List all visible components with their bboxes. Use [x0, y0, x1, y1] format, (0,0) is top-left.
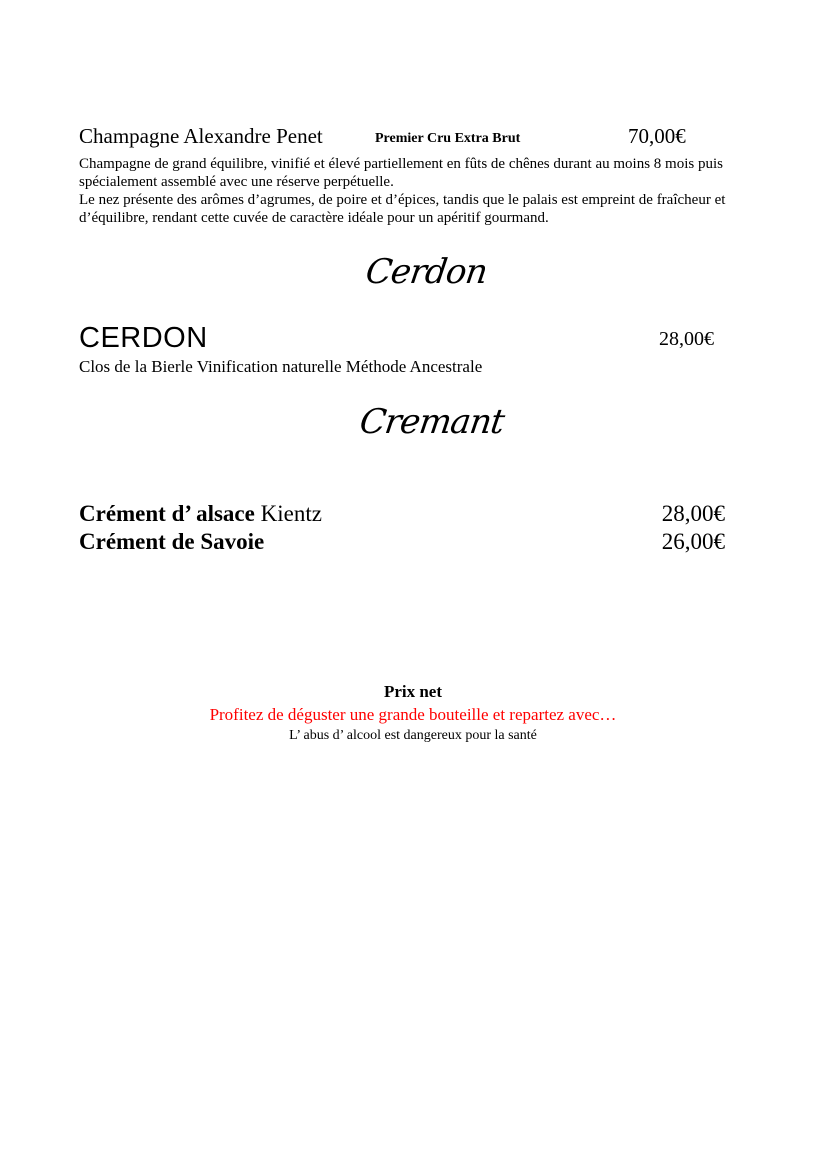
champagne-name: Champagne Alexandre Penet [79, 124, 323, 148]
champagne-description-paragraph-1: Champagne de grand équilibre, vinifié et élevé partiellement en fûts de chênes durant au moins 8 mois puis spécialement assemblé avec une réserve perpétuelle. [79, 156, 723, 190]
champagne-subtitle: Premier Cru Extra Brut [375, 131, 521, 146]
cremant-item-name-bold: Crément de Savoie [79, 529, 265, 554]
cremant-item-name-regular: Kientz [254, 501, 322, 526]
section-title-cerdon: Cerdon [363, 252, 490, 292]
cremant-item-name [79, 529, 264, 555]
cremant-item-name-bold: Crément d’ alsace [79, 501, 255, 526]
champagne-price: 70,00€ [628, 124, 686, 148]
cerdon-price: 28,00€ [659, 328, 714, 350]
cerdon-description: Clos de la Bierle Vinification naturelle Méthode Ancestrale [79, 357, 483, 376]
cremant-item-row [79, 501, 725, 527]
champagne-description-paragraph-2: Le nez présente des arômes d’agrumes, de poire et d’épices, tandis que le palais est empreint de fraîcheur et d’équilibre, rendant cette cuvée de caractère idéale pour un apéritif gourmand. [79, 192, 726, 226]
footer-warning: L’ abus d’ alcool est dangereux pour la santé [289, 728, 537, 743]
cremant-item-price: 26,00€ [661, 529, 725, 554]
footer-prix-net: Prix net [383, 682, 443, 701]
section-title-cremant: Cremant [357, 402, 507, 442]
footer-promo: Profitez de déguster une grande bouteille et repartez avec… [209, 705, 617, 724]
cerdon-name: CERDON [79, 322, 208, 354]
cremant-item-row [79, 529, 725, 555]
cremant-item-price: 28,00€ [661, 501, 725, 526]
champagne-description [79, 155, 734, 227]
cremant-item-name [79, 501, 322, 527]
